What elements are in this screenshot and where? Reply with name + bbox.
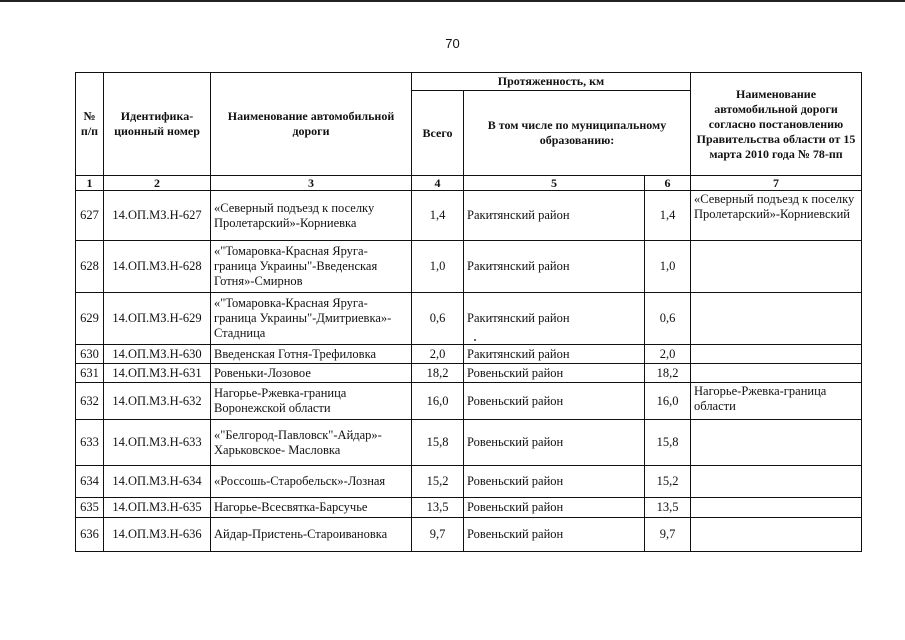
- row-total-cell: 13,5: [412, 498, 464, 518]
- row-official-name-cell: [691, 345, 862, 364]
- column-number: 3: [211, 176, 412, 191]
- row-district-cell: Ровеньский район: [464, 383, 645, 420]
- row-total-cell: 1,0: [412, 241, 464, 293]
- row-district-km-cell: 2,0: [645, 345, 691, 364]
- row-num-cell: 628: [76, 241, 104, 293]
- column-number: 5: [464, 176, 645, 191]
- row-district-km-cell: 1,4: [645, 191, 691, 241]
- row-id-cell: 14.ОП.МЗ.Н-630: [104, 345, 211, 364]
- table-row: [76, 241, 862, 293]
- row-name-cell: «"Томаровка-Красная Яруга-граница Украины"-Дмитриевка»-Стадница: [211, 293, 412, 345]
- row-num-cell: 636: [76, 518, 104, 552]
- row-name-cell: Айдар-Пристень-Староивановка: [211, 518, 412, 552]
- row-district-cell: Ракитянский район: [464, 241, 645, 293]
- row-name-cell: Нагорье-Всесвятка-Барсучье: [211, 498, 412, 518]
- row-name-cell: «Северный подъезд к поселку Пролетарский»-Корниевка: [211, 191, 412, 241]
- row-name-cell: Ровеньки-Лозовое: [211, 364, 412, 383]
- row-district-km-cell: 18,2: [645, 364, 691, 383]
- row-total-cell: 15,2: [412, 466, 464, 498]
- row-district-km-cell: 1,0: [645, 241, 691, 293]
- table-row: [76, 191, 862, 241]
- header-total: Всего: [412, 91, 464, 176]
- row-total-cell: 0,6: [412, 293, 464, 345]
- row-official-name-cell: [691, 364, 862, 383]
- header-num: № п/п: [76, 73, 104, 176]
- column-number: 6: [645, 176, 691, 191]
- row-id-cell: 14.ОП.МЗ.Н-629: [104, 293, 211, 345]
- row-district-cell: Ровеньский район: [464, 518, 645, 552]
- table-body: [76, 191, 862, 552]
- row-id-cell: 14.ОП.МЗ.Н-627: [104, 191, 211, 241]
- table-row: [76, 364, 862, 383]
- row-district-cell: Ровеньский район: [464, 498, 645, 518]
- row-district-cell: Ровеньский район: [464, 466, 645, 498]
- row-total-cell: 9,7: [412, 518, 464, 552]
- row-total-cell: 18,2: [412, 364, 464, 383]
- column-number: 1: [76, 176, 104, 191]
- top-rule: [0, 0, 905, 2]
- column-number: 7: [691, 176, 862, 191]
- row-total-cell: 16,0: [412, 383, 464, 420]
- row-official-name-cell: «Северный подъезд к поселку Пролетарский»-Корниевский: [691, 191, 862, 241]
- table-row: [76, 383, 862, 420]
- row-official-name-cell: [691, 293, 862, 345]
- row-name-cell: Нагорье-Ржевка-граница Воронежской области: [211, 383, 412, 420]
- row-total-cell: 1,4: [412, 191, 464, 241]
- row-num-cell: 630: [76, 345, 104, 364]
- header-official-name: Наименование автомобильной дороги согласно постановлению Правительства области от 15 марта 2010 года № 78-пп: [691, 73, 862, 176]
- row-official-name-cell: [691, 420, 862, 466]
- row-name-cell: «"Томаровка-Красная Яруга-граница Украины"-Введенская Готня»-Смирнов: [211, 241, 412, 293]
- row-district-cell: Ракитянский район: [464, 191, 645, 241]
- row-num-cell: 634: [76, 466, 104, 498]
- roads-table: [75, 72, 862, 552]
- row-num-cell: 627: [76, 191, 104, 241]
- row-id-cell: 14.ОП.МЗ.Н-635: [104, 498, 211, 518]
- row-num-cell: 635: [76, 498, 104, 518]
- table-row: [76, 293, 862, 345]
- column-number: 4: [412, 176, 464, 191]
- row-num-cell: 632: [76, 383, 104, 420]
- row-district-km-cell: 15,8: [645, 420, 691, 466]
- row-district-km-cell: 15,2: [645, 466, 691, 498]
- row-num-cell: 633: [76, 420, 104, 466]
- row-official-name-cell: Нагорье-Ржевка-граница области: [691, 383, 862, 420]
- row-district-cell: Ракитянский район: [464, 293, 645, 345]
- row-total-cell: 15,8: [412, 420, 464, 466]
- row-district-km-cell: 0,6: [645, 293, 691, 345]
- row-name-cell: Введенская Готня-Трефиловка: [211, 345, 412, 364]
- row-id-cell: 14.ОП.МЗ.Н-631: [104, 364, 211, 383]
- table-row: [76, 498, 862, 518]
- table-row: [76, 518, 862, 552]
- row-district-cell: Ровеньский район: [464, 364, 645, 383]
- table-row: [76, 345, 862, 364]
- row-total-cell: 2,0: [412, 345, 464, 364]
- row-district-km-cell: 9,7: [645, 518, 691, 552]
- row-id-cell: 14.ОП.МЗ.Н-628: [104, 241, 211, 293]
- row-district-km-cell: 13,5: [645, 498, 691, 518]
- row-num-cell: 629: [76, 293, 104, 345]
- row-district-cell: Ровеньский район: [464, 420, 645, 466]
- header-name: Наименование автомобильной дороги: [211, 73, 412, 176]
- scan-speck: [474, 339, 476, 341]
- row-official-name-cell: [691, 466, 862, 498]
- row-name-cell: «"Белгород-Павловск"-Айдар»-Харьковское- Масловка: [211, 420, 412, 466]
- header-including: В том числе по муниципальному образованию:: [464, 91, 691, 176]
- row-district-km-cell: 16,0: [645, 383, 691, 420]
- row-district-cell: Ракитянский район: [464, 345, 645, 364]
- row-official-name-cell: [691, 518, 862, 552]
- header-length-group: Протяженность, км: [412, 73, 691, 91]
- row-official-name-cell: [691, 498, 862, 518]
- page-number: 70: [445, 36, 460, 51]
- column-number: 2: [104, 176, 211, 191]
- row-num-cell: 631: [76, 364, 104, 383]
- row-id-cell: 14.ОП.МЗ.Н-632: [104, 383, 211, 420]
- row-id-cell: 14.ОП.МЗ.Н-636: [104, 518, 211, 552]
- header-id: Идентифика-ционный номер: [104, 73, 211, 176]
- row-official-name-cell: [691, 241, 862, 293]
- table-row: [76, 420, 862, 466]
- table-row: [76, 466, 862, 498]
- row-name-cell: «Россошь-Старобельск»-Лозная: [211, 466, 412, 498]
- row-id-cell: 14.ОП.МЗ.Н-634: [104, 466, 211, 498]
- row-id-cell: 14.ОП.МЗ.Н-633: [104, 420, 211, 466]
